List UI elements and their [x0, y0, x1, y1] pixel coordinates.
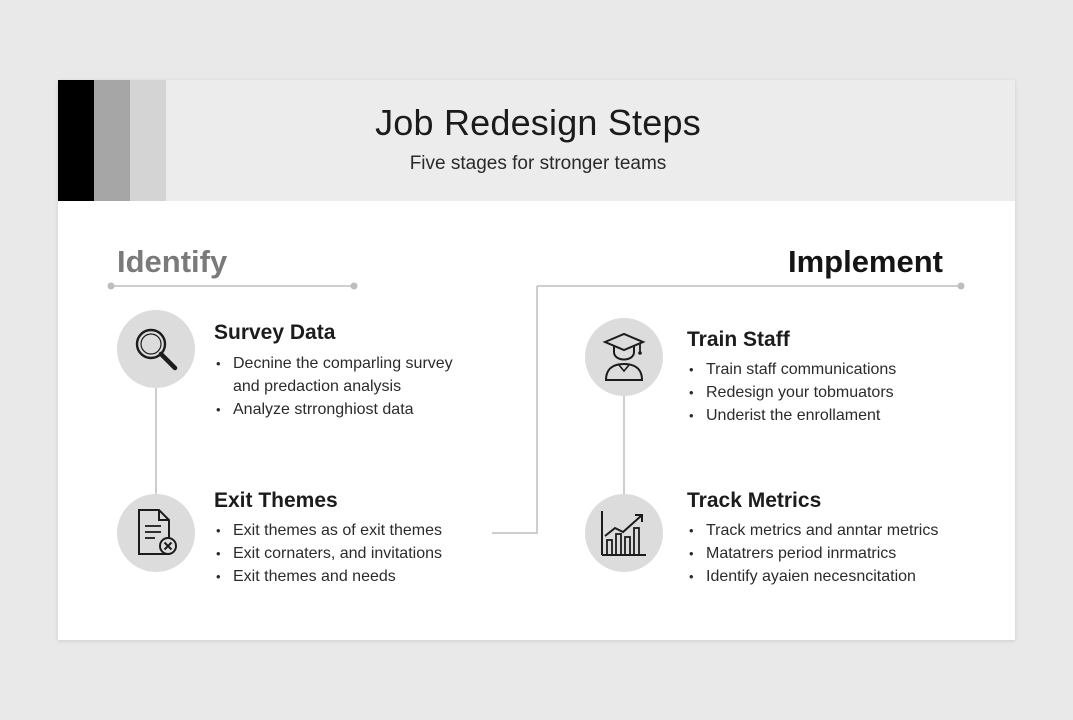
- graduate-icon: [585, 318, 663, 396]
- list-item: • Exit themes as of exit themes: [214, 519, 442, 542]
- train-staff-bullets: [687, 358, 896, 427]
- list-item: • Decnine the comparling survey: [214, 352, 453, 375]
- identify-underline-dot-end: [351, 283, 358, 290]
- step-title-train-staff: Train Staff: [687, 328, 790, 351]
- step-title-exit-themes: Exit Themes: [214, 489, 338, 512]
- identify-underline-dot-start: [108, 283, 115, 290]
- section-heading-implement: Implement: [787, 244, 943, 279]
- document-x-icon: [117, 494, 195, 572]
- exit-themes-icon-circle: [117, 494, 195, 572]
- track-metrics-bullets: [687, 519, 938, 588]
- step-title-survey-data: Survey Data: [214, 321, 336, 344]
- list-item: • Train staff communications: [687, 358, 896, 381]
- list-item: • Exit themes and needs: [214, 565, 442, 588]
- survey-data-icon-circle: [117, 310, 195, 388]
- step-title-track-metrics: Track Metrics: [687, 489, 822, 512]
- list-item: • Track metrics and anntar metrics: [687, 519, 938, 542]
- track-metrics-icon-circle: [585, 494, 663, 572]
- list-item: • Matatrers period inrmatrics: [687, 542, 938, 565]
- list-item: • Analyze strronghiost data: [214, 398, 453, 421]
- list-item: • Identify ayaien necesncitation: [687, 565, 938, 588]
- magnifier-icon: [117, 310, 195, 388]
- page-subtitle: Five stages for stronger teams: [409, 153, 667, 174]
- implement-underline-dot-end: [958, 283, 965, 290]
- list-item: • Redesign your tobmuators: [687, 381, 896, 404]
- section-heading-identify: Identify: [117, 244, 228, 279]
- bar-chart-icon: [585, 494, 663, 572]
- exit-themes-bullets: [214, 519, 442, 588]
- train-staff-icon-circle: [585, 318, 663, 396]
- slide: [58, 80, 1015, 640]
- list-item: • Underist the enrollament: [687, 404, 896, 427]
- page-title: Job Redesign Steps: [375, 102, 701, 143]
- column-connector: [492, 286, 537, 533]
- list-item: and predaction analysis: [233, 378, 402, 395]
- survey-data-bullets: [214, 352, 453, 421]
- list-item: • Exit cornaters, and invitations: [214, 542, 442, 565]
